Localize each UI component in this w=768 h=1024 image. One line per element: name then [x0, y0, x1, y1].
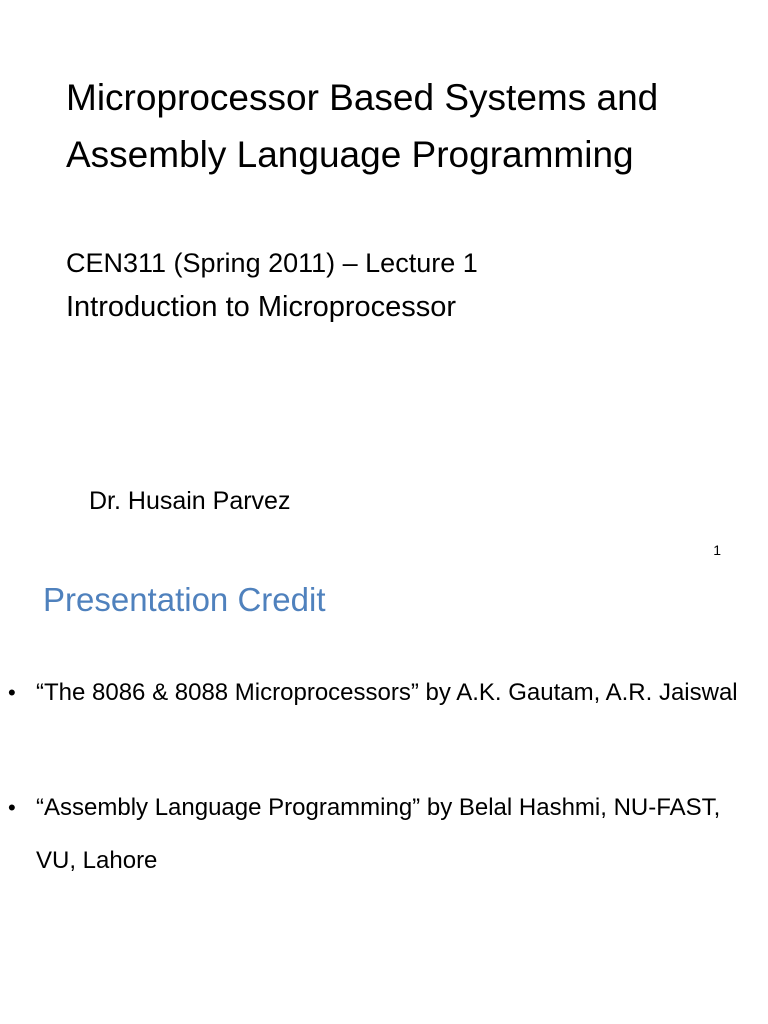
credit-text: “The 8086 & 8088 Microprocessors” by A.K. Gautam, A.R. Jaiswal — [36, 679, 738, 706]
bullet-icon: • — [8, 680, 16, 705]
credit-text: “Assembly Language Programming” by Belal Hashmi, NU-FAST, VU, Lahore — [36, 794, 721, 874]
lecture-topic: Introduction to Microprocessor — [66, 291, 457, 323]
slide-title-line-2: Assembly Language Programming — [66, 134, 634, 175]
credits-slide — [0, 566, 768, 1024]
slide-number: 1 — [713, 542, 721, 558]
slide-title-line-1: Microprocessor Based Systems and — [66, 77, 659, 118]
course-subtitle: CEN311 (Spring 2011) – Lecture 1 — [66, 248, 478, 278]
bullet-icon: • — [8, 795, 16, 820]
author-name: Dr. Husain Parvez — [89, 487, 291, 515]
credits-heading: Presentation Credit — [43, 581, 326, 618]
